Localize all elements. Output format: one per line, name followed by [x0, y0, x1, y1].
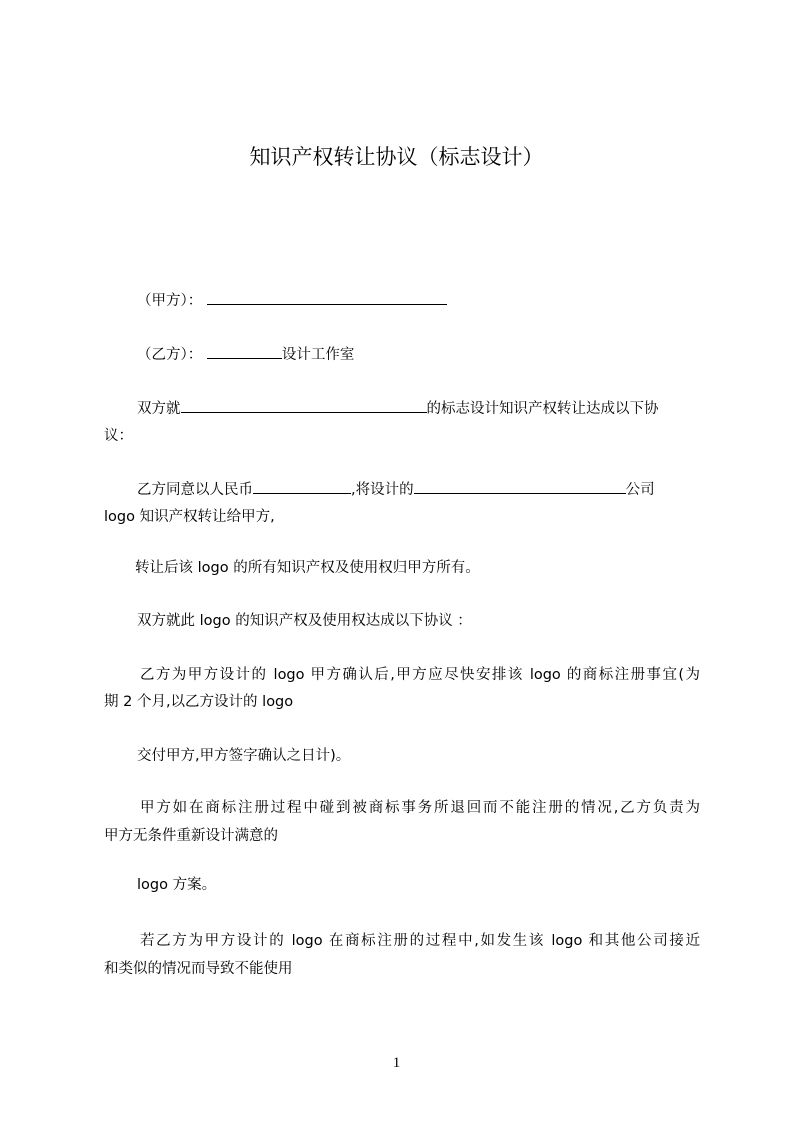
amount-blank[interactable] [253, 479, 351, 494]
p1-prefix: 双方就 [137, 401, 181, 417]
party-b-suffix: 设计工作室 [281, 347, 355, 363]
company-blank[interactable] [414, 479, 626, 494]
paragraph-9-line-2: 和类似的情况而导致不能使用 [104, 961, 293, 977]
party-a-blank[interactable] [207, 290, 447, 305]
party-b-blank[interactable] [207, 344, 282, 359]
paragraph-3: 转让后该 logo 的所有知识产权及使用权归甲方所有。 [135, 560, 480, 576]
page-number: 1 [392, 1055, 401, 1071]
paragraph-1-line-2: 议： [104, 428, 133, 444]
p2-middle: ,将设计的 [351, 482, 414, 498]
party-a-label: （甲方）： [137, 293, 203, 309]
paragraph-4: 双方就此 logo 的知识产权及使用权达成以下协议 ： [137, 613, 472, 629]
paragraph-7-line-1: 甲方如在商标注册过程中碰到被商标事务所退回而不能注册的情况,乙方负责为 [140, 800, 700, 816]
party-b-line [137, 344, 354, 365]
paragraph-8: logo 方案。 [137, 877, 217, 893]
party-b-label: （乙方）： [137, 347, 203, 363]
document-title: 知识产权转让协议（标志设计） [249, 145, 544, 169]
paragraph-5-line-2: 期 2 个月,以乙方设计的 logo [104, 694, 294, 710]
paragraph-6: 交付甲方,甲方签字确认之日计)。 [137, 748, 351, 764]
paragraph-7-line-2: 甲方无条件重新设计满意的 [104, 828, 278, 844]
p1-suffix: 的标志设计知识产权转让达成以下协 [426, 401, 659, 417]
paragraph-1-line-1 [137, 398, 659, 419]
paragraph-2-line-2: logo 知识产权转让给甲方, [104, 509, 275, 525]
paragraph-9-line-1: 若乙方为甲方设计的 logo 在商标注册的过程中,如发生该 logo 和其他公司接近 [140, 933, 700, 949]
paragraph-5-line-1: 乙方为甲方设计的 logo 甲方确认后,甲方应尽快安排该 logo 的商标注册事宜(为 [140, 667, 700, 683]
p2-prefix: 乙方同意以人民币 [137, 482, 253, 498]
p2-suffix: 公司 [625, 482, 655, 498]
project-blank[interactable] [181, 398, 427, 413]
paragraph-2-line-1 [137, 479, 655, 500]
party-a-line [137, 290, 447, 311]
